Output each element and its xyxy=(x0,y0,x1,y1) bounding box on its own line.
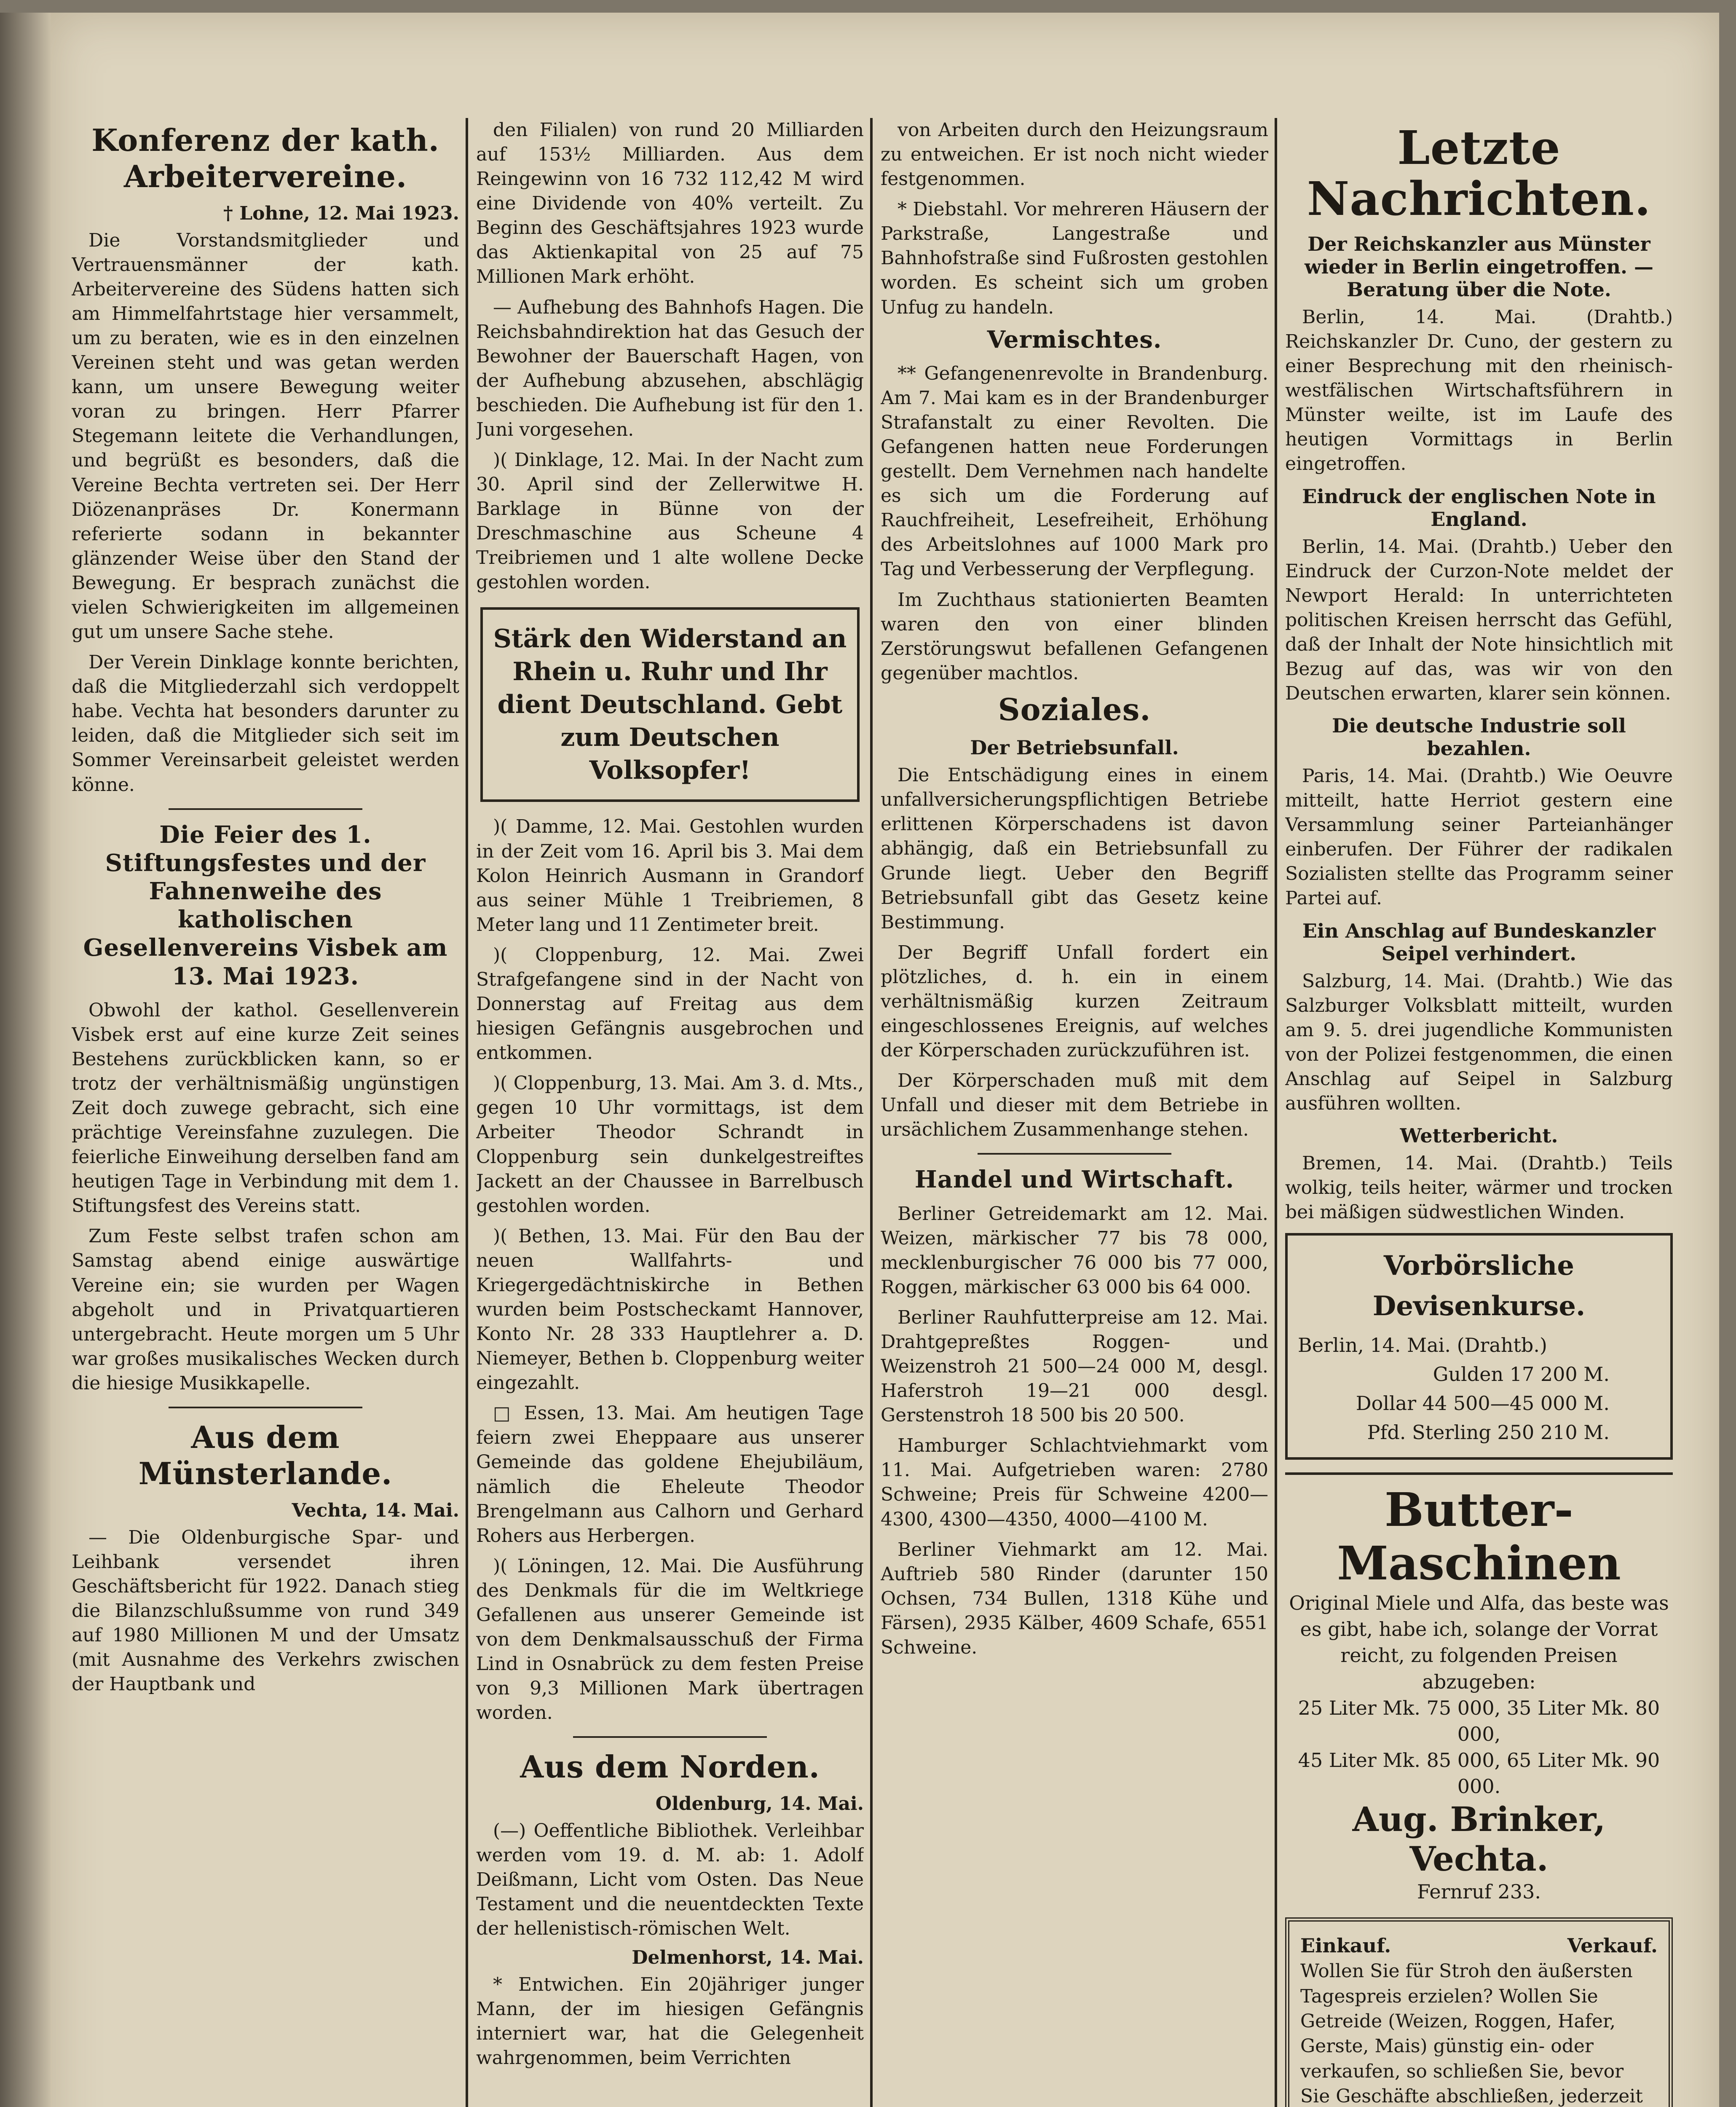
article-paragraph: — Aufhebung des Bahnhofs Hagen. Die Reichsbahndirektion hat das Gesuch der Bewohner der Bauerschaft Hagen, von der Aufhebung abzusehen, abschlägig beschieden. Die Aufhebung ist für den 1. Juni vorgesehen. xyxy=(476,296,864,440)
article-subheadline: Wetterbericht. xyxy=(1400,1124,1558,1147)
article-paragraph: Zum Feste selbst trafen schon am Samstag abend einige auswärtige Vereine ein; sie wurden per Wagen abgeholt und in Privatquartieren untergebracht. Heute morgen um 5 Uhr war großes musikalisches Wecken durch die hiesige Musikkapelle. xyxy=(72,1225,459,1394)
section-headline: Aus dem Münsterlande. xyxy=(138,1419,393,1492)
article-subheadline: Eindruck der englischen Note in England. xyxy=(1302,485,1656,531)
column-rule xyxy=(1275,118,1277,2107)
article-headline: Die Feier des 1. Stiftungsfestes und der Fahnenweihe des katholischen Gesellenvereins Visbek am 13. Mai 1923. xyxy=(83,820,448,990)
article-headline: Konferenz der kath. Arbeitervereine. xyxy=(91,122,439,195)
ad-phone: Fernruf 233. xyxy=(1417,1880,1541,1903)
article-paragraph: Salzburg, 14. Mai. (Drahtb.) Wie das Salzburger Volksblatt mitteilt, wurden am 9. 5. drei jugendliche Kommunisten von der Polizei festgenommen, die einen Anschlag auf Seipel in Salzburg ausführen wollten. xyxy=(1285,970,1673,1114)
article-paragraph: )( Damme, 12. Mai. Gestohlen wurden in der Zeit vom 16. April bis 3. Mai dem Kolon Heinrich Ausmann in Grandorf aus seiner Mühle 1 Treibriemen, 8 Meter lang und 11 Zentimeter breit. xyxy=(476,816,864,936)
section-headline: Handel und Wirtschaft. xyxy=(914,1166,1235,1194)
column-rule xyxy=(870,118,873,2107)
article-paragraph: * Entwichen. Ein 20jähriger junger Mann, der im hiesigen Gefängnis interniert war, hat die Gelegenheit wahrgenommen, beim Verrichten xyxy=(476,1974,864,2069)
ad-price: 25 Liter Mk. 75 000, 35 Liter Mk. 80 000, xyxy=(1298,1696,1660,1745)
market-report: Berliner Getreidemarkt am 12. Mai. Weizen, märkischer 77 bis 78 000, mecklenburgischer 76 000 bis 77 000, Roggen, märkischer 63 000 bis 64 000. xyxy=(881,1203,1268,1298)
section-headline: Vermischtes. xyxy=(987,325,1162,354)
dateline: Oldenburg, 14. Mai. xyxy=(655,1793,864,1815)
article-paragraph: ** Gefangenenrevolte in Brandenburg. Am 7. Mai kam es in der Brandenburger Strafanstalt zu einer Revolten. Die Gefangenen hatten neue Forderungen gestellt. Dem Vernehmen nach handelte es sich um die Forderung auf Rauchfreiheit, Lesefreiheit, Erhöhung des Arbeitslohnes auf 1000 Mark pro Tag und Verbesserung der Verpflegung. xyxy=(881,362,1268,580)
section-headline: Letzte Nachrichten. xyxy=(1307,121,1651,226)
article-paragraph: Paris, 14. Mai. (Drahtb.) Wie Oeuvre mitteilt, hatte Herriot gestern eine Versammlung seiner Parteianhänger einberufen. Der Führer der radikalen Sozialisten stellte das Programm seiner Partei auf. xyxy=(1285,765,1673,909)
article-paragraph: * Diebstahl. Vor mehreren Häusern der Parkstraße, Langestraße und Bahnhofstraße sind Fußrosten gestohlen worden. Es scheint sich um groben Unfug zu handeln. xyxy=(881,198,1268,318)
rate-line: Gulden 17 200 M. xyxy=(1433,1363,1610,1386)
article-paragraph: Die Entschädigung eines in einem unfallversicherungspflichtigen Betriebe erlittenen Körperschadens ist davon abhängig, daß ein Betriebsunfall zu Grunde liegt. Ueber den Begriff Betriebsunfall gibt das Gesetz keine Bestimmung. xyxy=(881,764,1268,933)
column-4 xyxy=(1285,118,1673,2107)
article-paragraph: )( Cloppenburg, 13. Mai. Am 3. d. Mts., gegen 10 Uhr vormittags, ist dem Arbeiter Theodor Schrandt in Cloppenburg sein dunkelgestreiftes Jackett an der Chaussee in Barrelbusch gestohlen worden. xyxy=(476,1072,864,1217)
article-subheadline: Ein Anschlag auf Bundeskanzler Seipel verhindert. xyxy=(1302,919,1656,965)
appeal-box: Stärk den Widerstand an Rhein u. Ruhr und Ihr dient Deutschland. Gebt zum Deutschen Volksopfer! xyxy=(480,607,860,802)
ad-price: 45 Liter Mk. 85 000, 65 Liter Mk. 90 000. xyxy=(1298,1748,1660,1798)
page-fold-shadow xyxy=(0,13,51,2107)
currency-rates-box xyxy=(1285,1233,1673,1460)
section-headline: Aus dem Norden. xyxy=(520,1749,820,1785)
article-subheadline: Die deutsche Industrie soll bezahlen. xyxy=(1332,714,1626,760)
column-2 xyxy=(476,118,864,2107)
article-paragraph: Der Körperschaden muß mit dem Unfall und dieser mit dem Betriebe in ursächlichem Zusammenhange stehen. xyxy=(881,1070,1268,1141)
article-paragraph: den Filialen) von rund 20 Milliarden auf 153½ Milliarden. Aus dem Reingewinn von 16 732 112,42 M wird eine Dividende von 40% verteilt. Zu Beginn des Geschäftsjahres 1923 wurde das Aktienkapital von 25 auf 75 Millionen Mark erhöht. xyxy=(476,119,864,288)
dateline: † Lohne, 12. Mai 1923. xyxy=(223,202,459,224)
advertisement-grain-trade xyxy=(1285,1917,1673,2107)
article-paragraph: Die Vorstandsmitglieder und Vertrauensmänner der kath. Arbeitervereine des Südens hatten sich am Himmelfahrtstage hier versammelt, um zu beraten, wie es in den einzelnen Vereinen steht und was getan werden kann, um unsere Bewegung weiter voran zu bringen. Herr Pfarrer Stegemann leitete die Verhandlungen, und begrüßt es besonders, daß die Vereine Bechta vertreten sei. Der Herr Diözenanpräses Dr. Konermann referierte sodann in bekannter glänzender Weise über den Stand der Bewegung. Er besprach zunächst die vielen Schwierigkeiten im allgemeinen gut um unsere Sache stehe. xyxy=(72,229,459,643)
article-paragraph: — Die Oldenburgische Spar- und Leihbank versendet ihren Geschäftsbericht für 1922. Danach stieg die Bilanzschlußsumme von rund 349 auf 1980 Millionen M und der Umsatz (mit Ausnahme des Verkehrs zwischen der Hauptbank und xyxy=(72,1526,459,1695)
article-paragraph: □ Essen, 13. Mai. Am heutigen Tage feiern zwei Eheppaare aus unserer Gemeinde das goldene Ehejubiläum, nämlich die Eheleute Theodor Brengelmann aus Calhorn und Gerhard Rohers aus Herbergen. xyxy=(476,1402,864,1547)
article-paragraph: )( Bethen, 13. Mai. Für den Bau der neuen Wallfahrts- und Kriegergedächtniskirche in Bethen wurden beim Postscheckamt Hannover, Konto Nr. 28 333 Hauptlehrer a. D. Niemeyer, Bethen b. Cloppenburg weiter eingezahlt. xyxy=(476,1225,864,1394)
divider xyxy=(978,1153,1171,1155)
article-paragraph: )( Cloppenburg, 12. Mai. Zwei Strafgefangene sind in der Nacht von Donnerstag auf Freitag aus dem hiesigen Gefängnis ausgebrochen und entkommen. xyxy=(476,944,864,1064)
rate-line: Dollar 44 500—45 000 M. xyxy=(1356,1392,1610,1415)
weather-report: Bremen, 14. Mai. (Drahtb.) Teils wolkig, teils heiter, wärmer und trocken bei mäßigen südwestlichen Winden. xyxy=(1285,1153,1673,1223)
rates-dateline: Berlin, 14. Mai. (Drahtb.) xyxy=(1298,1334,1547,1357)
divider xyxy=(573,1736,767,1738)
article-paragraph: )( Löningen, 12. Mai. Die Ausführung des Denkmals für die im Weltkriege Gefallenen aus unserer Gemeinde ist von dem Denkmalsausschuß der Firma Lind in Osnabrück zu dem festen Preise von 9,3 Millionen Mark übertragen worden. xyxy=(476,1555,864,1724)
market-report: Berliner Viehmarkt am 12. Mai. Auftrieb 580 Rinder (darunter 150 Ochsen, 734 Bullen, 1318 Kühe und Färsen), 2935 Kälber, 4609 Schafe, 6551 Schweine. xyxy=(881,1539,1268,1658)
ad-title: Butter-Maschinen xyxy=(1337,1482,1621,1590)
ad-text: Original Miele und Alfa, das beste was es gibt, habe ich, solange der Vorrat reicht, zu folgenden Preisen abzugeben: xyxy=(1289,1592,1669,1693)
advertisement-butter-machines xyxy=(1285,1472,1673,1905)
article-paragraph: Im Zuchthaus stationierten Beamten waren den von einer blinden Zerstörungswut befallenen Gefangenen gegenüber machtlos. xyxy=(881,589,1268,684)
dateline: Delmenhorst, 14. Mai. xyxy=(632,1947,864,1969)
dateline: Vechta, 14. Mai. xyxy=(292,1499,459,1521)
rates-title: Vorbörsliche Devisenkurse. xyxy=(1372,1250,1586,1322)
article-paragraph: von Arbeiten durch den Heizungsraum zu entweichen. Er ist noch nicht wieder festgenommen. xyxy=(881,119,1268,190)
market-report: Hamburger Schlachtviehmarkt vom 11. Mai. Aufgetrieben waren: 2780 Schweine; Preis für Schweine 4200—4300, 4300—4350, 4000—4100 M. xyxy=(881,1435,1268,1530)
ad-firm: Aug. Brinker, Vechta. xyxy=(1352,1799,1606,1879)
column-3 xyxy=(881,118,1268,2107)
article-paragraph: Berlin, 14. Mai. (Drahtb.) Ueber den Eindruck der Curzon-Note meldet der Newport Herald: In unterrichteten politischen Kreisen herrscht das Gefühl, daß der Inhalt der Note hinsichtlich mit Bezug auf das, was wir von den Deutschen erwarten, klarer sein können. xyxy=(1285,536,1673,705)
article-subheadline: Der Reichskanzler aus Münster wieder in Berlin eingetroffen. — Beratung über die Note. xyxy=(1304,233,1654,301)
section-headline: Soziales. xyxy=(998,691,1151,727)
article-paragraph: Obwohl der kathol. Gesellenverein Visbek erst auf eine kurze Zeit seines Bestehens zurückblicken kann, so er trotz der verhältnismäßig ungünstigen Zeit doch zuwege gebracht, sich eine prächtige Vereinsfahne zuzulegen. Die feierliche Einweihung derselben fand am heutigen Tage in Verbindung mit dem 1. Stiftungsfest des Vereins statt. xyxy=(72,999,459,1217)
article-paragraph: )( Dinklage, 12. Mai. In der Nacht zum 30. April sind der Zellerwitwe H. Barklage in Bünne von der Dreschmaschine aus Scheune 4 Treibriemen und 1 alte wollene Decke gestohlen worden. xyxy=(476,449,864,593)
divider xyxy=(169,1407,362,1408)
rate-line: Pfd. Sterling 250 210 M. xyxy=(1367,1421,1610,1444)
article-paragraph: Berlin, 14. Mai. (Drahtb.) Reichskanzler Dr. Cuno, der gestern zu einer Besprechung mit den rheinisch-westfälischen Wirtschaftsführern in Münster weilte, ist im Laufe des heutigen Vormittags in Berlin eingetroffen. xyxy=(1285,306,1673,475)
market-report: Berliner Rauhfutterpreise am 12. Mai. Drahtgepreßtes Roggen- und Weizenstroh 21 500—24 000 M, desgl. Haferstroh 19—21 000 desgl. Gerstenstroh 18 500 bis 20 500. xyxy=(881,1306,1268,1426)
article-subheadline: Der Betriebsunfall. xyxy=(970,736,1179,759)
article-paragraph: Der Begriff Unfall fordert ein plötzliches, d. h. ein in einem verhältnismäßig kurzen Zeitraum eingeschlossenes Ereignis, auf welches der Körperschaden zurückzuführen ist. xyxy=(881,941,1268,1062)
column-1 xyxy=(72,118,459,2107)
ad-text: Wollen Sie für Stroh den äußersten Tagespreis erzielen? Wollen Sie Getreide (Weizen, Roggen, Hafer, Gerste, Mais) günstig ein- oder verkaufen, so schließen Sie, bevor Sie Geschäfte abschließen, jederzeit xyxy=(1300,1960,1643,2107)
article-paragraph: Der Verein Dinklage konnte berichten, daß die Mitgliederzahl sich verdoppelt habe. Vechta hat besonders darunter zu leiden, daß die Mitglieder sich seit im Sommer Vereinsarbeit geleistet werden könne. xyxy=(72,651,459,796)
newspaper-page xyxy=(51,13,1719,2107)
article-paragraph: (—) Oeffentliche Bibliothek. Verleihbar werden vom 19. d. M. ab: 1. Adolf Deißmann, Licht vom Osten. Das Neue Testament und die neuentdeckten Texte der hellenistisch-römischen Welt. xyxy=(476,1820,864,1939)
column-rule xyxy=(466,118,468,2107)
ad-label-buy: Einkauf. xyxy=(1300,1934,1391,1957)
ad-label-sell: Verkauf. xyxy=(1567,1934,1658,1957)
divider xyxy=(169,808,362,810)
